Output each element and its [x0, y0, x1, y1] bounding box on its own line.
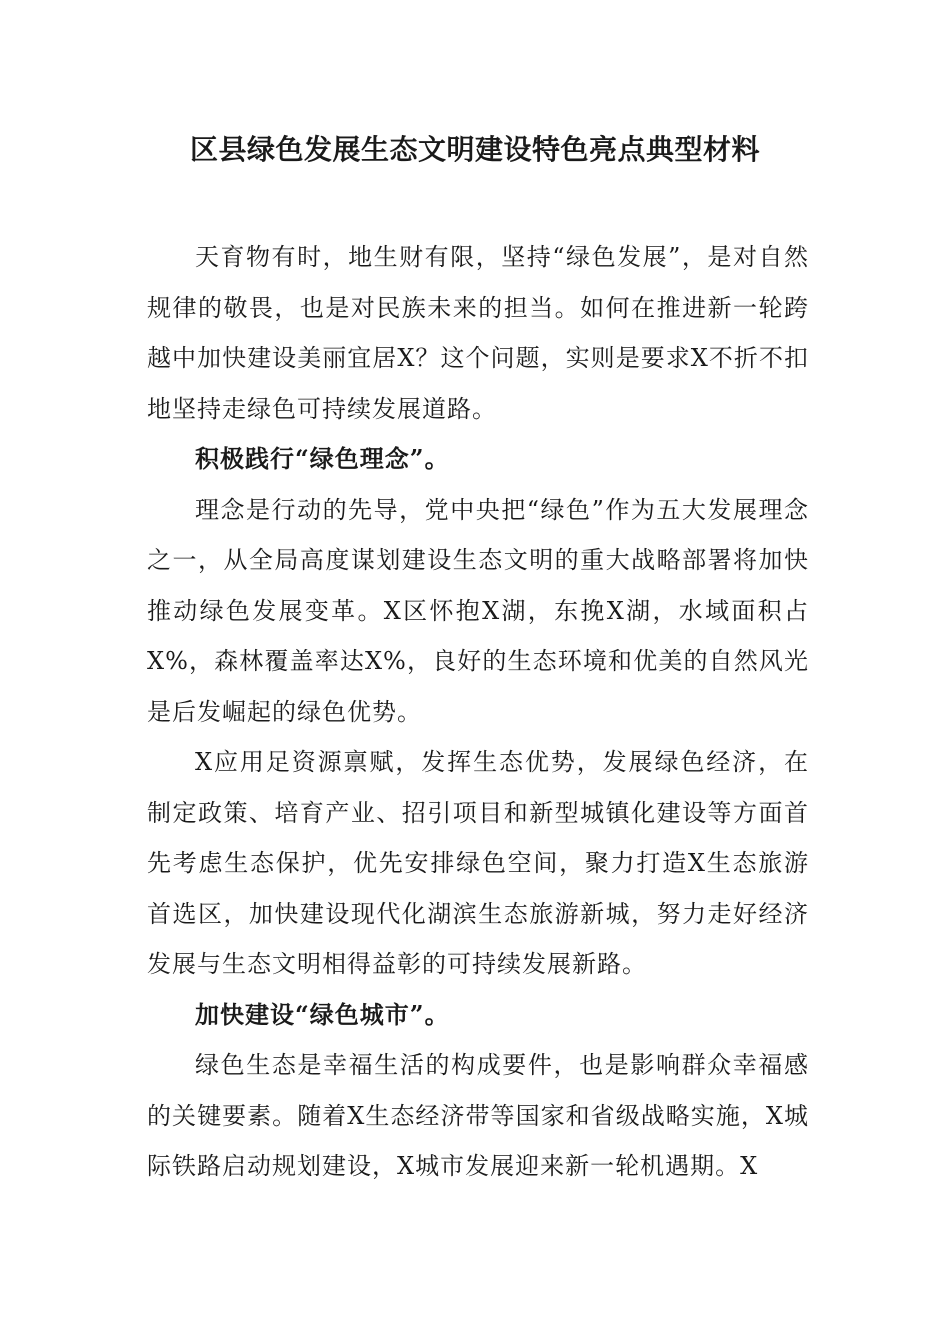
section-heading-green-city: 加快建设“绿色城市”。	[195, 999, 450, 1029]
paragraph-resource-advantage: X应用足资源禀赋，发挥生态优势，发展绿色经济，在制定政策、培育产业、招引项目和新型城镇化建设等方面首先考虑生态保护，优先安排绿色空间，聚力打造X生态旅游首选区，加快建设现代化湖滨生态旅游新城，努力走好经济发展与生态文明相得益彰的可持续发展新路。	[147, 748, 809, 978]
document-title: 区县绿色发展生态文明建设特色亮点典型材料	[189, 133, 760, 166]
paragraph-green-city: 绿色生态是幸福生活的构成要件，也是影响群众幸福感的关键要素。随着X生态经济带等国家和省级战略实施，X城际铁路启动规划建设，X城市发展迎来新一轮机遇期。X	[147, 1051, 809, 1180]
section-heading-green-concept: 积极践行“绿色理念”。	[195, 444, 450, 473]
paragraph-green-concept: 理念是行动的先导，党中央把“绿色”作为五大发展理念之一，从全局高度谋划建设生态文明的重大战略部署将加快推动绿色发展变革。X区怀抱X湖，东挽X湖，水域面积占X%，森林覆盖率达X%，良好的生态环境和优美的自然风光是后发崛起的绿色优势。	[147, 495, 809, 726]
document-body	[147, 232, 809, 1192]
paragraph-intro: 天育物有时，地生财有限，坚持“绿色发展”，是对自然规律的敬畏，也是对民族未来的担当。如何在推进新一轮跨越中加快建设美丽宜居X？这个问题，实则是要求X不折不扣地坚持走绿色可持续发展道路。	[147, 243, 809, 423]
